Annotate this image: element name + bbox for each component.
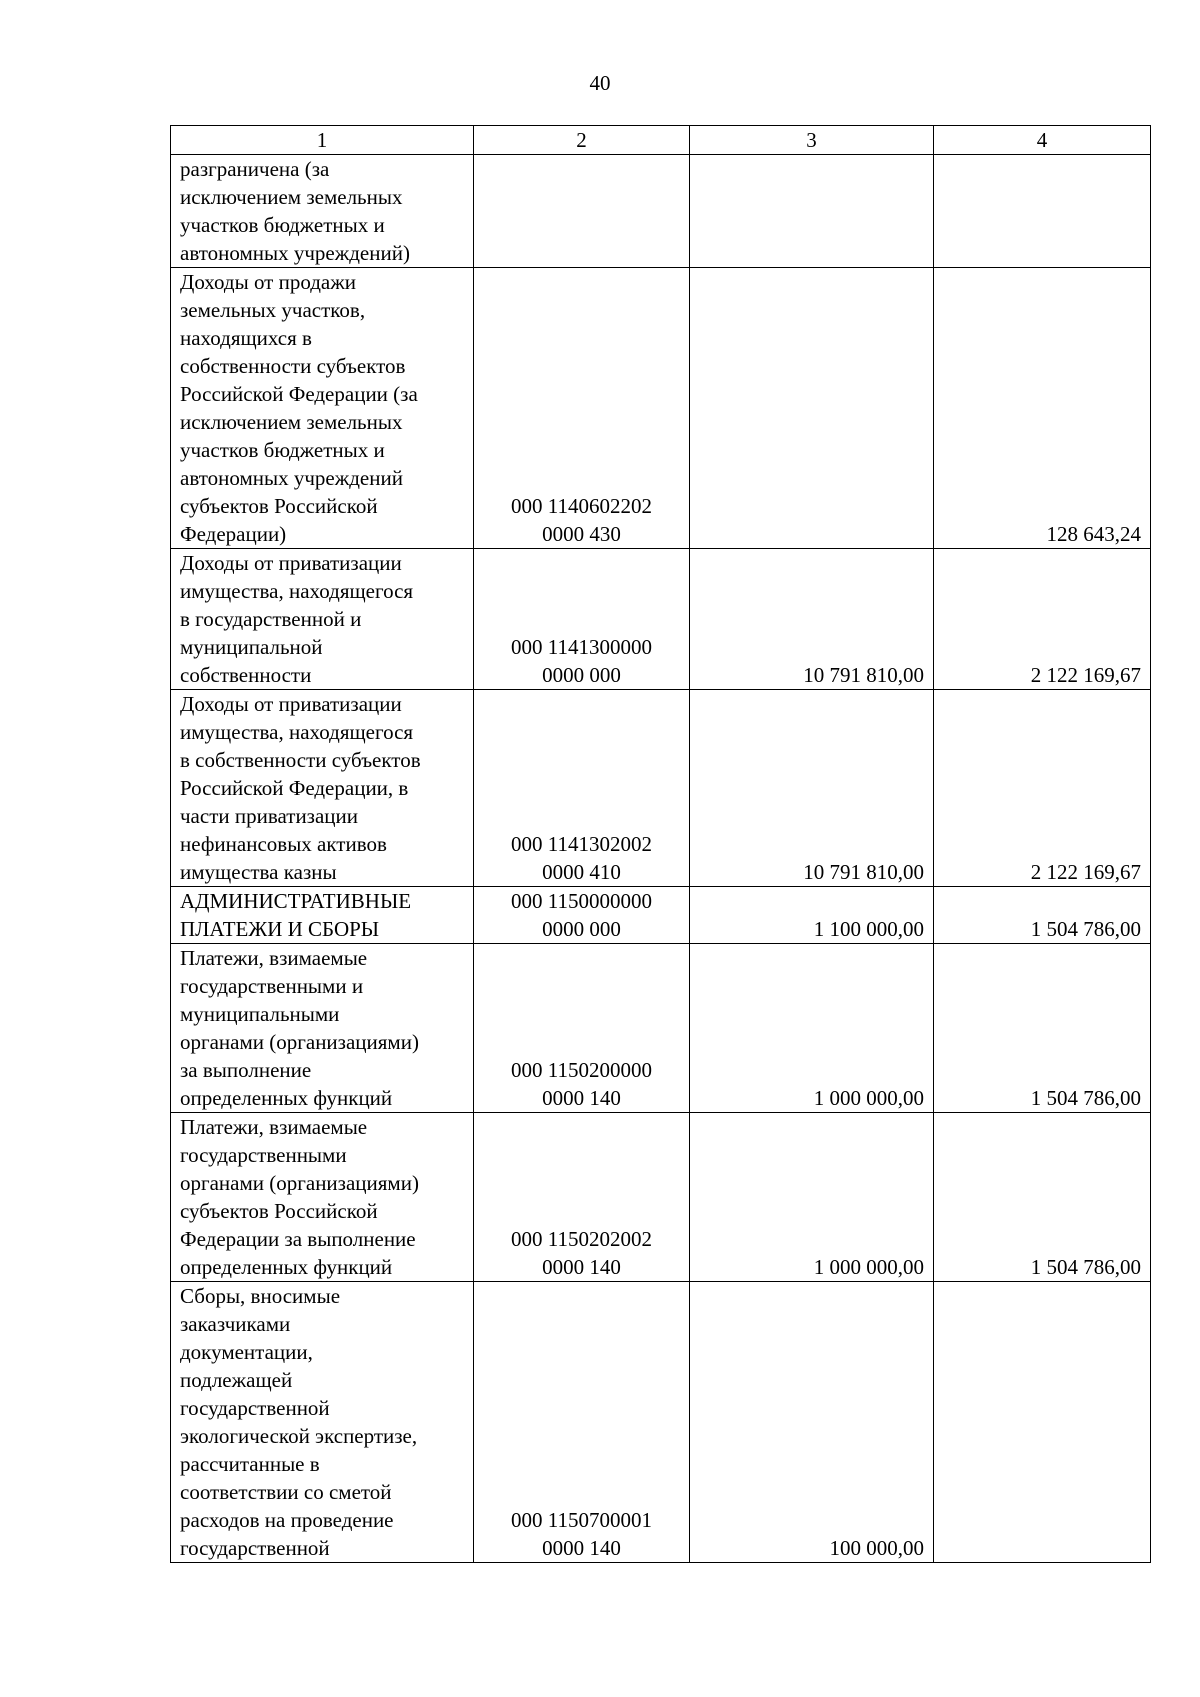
income-name-line: заказчиками bbox=[180, 1312, 291, 1336]
budget-code-line: 000 1150202002 bbox=[511, 1227, 652, 1251]
income-name-line: находящихся в bbox=[180, 326, 312, 350]
income-name-line: органами (организациями) bbox=[180, 1171, 419, 1195]
table-row bbox=[171, 268, 1151, 549]
income-name-line: собственности субъектов bbox=[180, 354, 406, 378]
table-row bbox=[171, 155, 1151, 268]
income-name-cell bbox=[171, 944, 474, 1113]
income-name-line: органами (организациями) bbox=[180, 1030, 419, 1054]
actual-amount-cell: 2 122 169,67 bbox=[934, 549, 1151, 690]
income-name-cell bbox=[171, 1113, 474, 1282]
budget-code-cell bbox=[474, 944, 690, 1113]
budget-code-line: 0000 140 bbox=[542, 1536, 621, 1560]
income-name-line: Доходы от приватизации bbox=[180, 551, 402, 575]
budget-code-cell bbox=[474, 155, 690, 268]
income-name-line: земельных участков, bbox=[180, 298, 366, 322]
table-header-row bbox=[171, 126, 1151, 155]
income-name-line: субъектов Российской bbox=[180, 1199, 378, 1223]
income-name-line: субъектов Российской bbox=[180, 494, 378, 518]
income-name-line: участков бюджетных и bbox=[180, 438, 385, 462]
income-name-cell bbox=[171, 887, 474, 944]
income-name-line: Российской Федерации (за bbox=[180, 382, 418, 406]
planned-amount-cell: 100 000,00 bbox=[690, 1282, 934, 1563]
table-row bbox=[171, 944, 1151, 1113]
budget-code-cell bbox=[474, 1113, 690, 1282]
income-name-line: в собственности субъектов bbox=[180, 748, 421, 772]
budget-code-line: 000 1150000000 bbox=[511, 889, 652, 913]
income-name-line: имущества казны bbox=[180, 860, 337, 884]
budget-code-line: 000 1141300000 bbox=[511, 635, 652, 659]
budget-code-line: 0000 140 bbox=[542, 1255, 621, 1279]
budget-code-cell bbox=[474, 549, 690, 690]
budget-code-line: 000 1150200000 bbox=[511, 1058, 652, 1082]
actual-amount-cell bbox=[934, 155, 1151, 268]
budget-code-cell bbox=[474, 887, 690, 944]
actual-amount-cell: 128 643,24 bbox=[934, 268, 1151, 549]
income-name-line: Платежи, взимаемые bbox=[180, 946, 368, 970]
column-header-1: 1 bbox=[171, 126, 474, 155]
income-name-line: автономных учреждений bbox=[180, 466, 403, 490]
income-name-line: исключением земельных bbox=[180, 410, 403, 434]
planned-amount-cell bbox=[690, 155, 934, 268]
budget-code-line: 0000 000 bbox=[542, 917, 621, 941]
actual-amount-cell: 2 122 169,67 bbox=[934, 690, 1151, 887]
budget-code-cell bbox=[474, 268, 690, 549]
income-name-cell bbox=[171, 549, 474, 690]
income-name-line: экологической экспертизе, bbox=[180, 1424, 418, 1448]
income-name-line: государственными и bbox=[180, 974, 364, 998]
income-name-line: Российской Федерации, в bbox=[180, 776, 409, 800]
revenue-table bbox=[170, 125, 1151, 1563]
actual-amount-cell bbox=[934, 1282, 1151, 1563]
income-name-line: собственности bbox=[180, 663, 312, 687]
budget-code-line: 0000 000 bbox=[542, 663, 621, 687]
income-name-line: Федерации) bbox=[180, 522, 287, 546]
income-name-line: нефинансовых активов bbox=[180, 832, 387, 856]
page-number: 40 bbox=[589, 71, 611, 95]
income-name-line: муниципальными bbox=[180, 1002, 340, 1026]
income-name-line: определенных функций bbox=[180, 1255, 393, 1279]
budget-code-line: 0000 140 bbox=[542, 1086, 621, 1110]
budget-code-line: 000 1140602202 bbox=[511, 494, 652, 518]
income-name-line: муниципальной bbox=[180, 635, 323, 659]
income-name-line: соответствии со сметой bbox=[180, 1480, 392, 1504]
income-name-cell bbox=[171, 268, 474, 549]
table-row bbox=[171, 1282, 1151, 1563]
table-row bbox=[171, 549, 1151, 690]
income-name-line: Федерации за выполнение bbox=[180, 1227, 416, 1251]
planned-amount-cell: 1 000 000,00 bbox=[690, 944, 934, 1113]
income-name-line: ПЛАТЕЖИ И СБОРЫ bbox=[180, 917, 380, 941]
income-name-line: подлежащей bbox=[180, 1368, 293, 1392]
income-name-line: рассчитанные в bbox=[180, 1452, 320, 1476]
income-name-line: автономных учреждений) bbox=[180, 241, 410, 265]
planned-amount-cell bbox=[690, 268, 934, 549]
income-name-line: Доходы от приватизации bbox=[180, 692, 402, 716]
income-name-line: исключением земельных bbox=[180, 185, 403, 209]
income-name-line: Сборы, вносимые bbox=[180, 1284, 341, 1308]
budget-code-line: 0000 410 bbox=[542, 860, 621, 884]
income-name-line: государственной bbox=[180, 1396, 330, 1420]
column-header-4: 4 bbox=[934, 126, 1151, 155]
planned-amount-cell: 1 100 000,00 bbox=[690, 887, 934, 944]
budget-code-cell bbox=[474, 690, 690, 887]
column-header-3: 3 bbox=[690, 126, 934, 155]
planned-amount-cell: 10 791 810,00 bbox=[690, 690, 934, 887]
column-header-2: 2 bbox=[474, 126, 690, 155]
actual-amount-cell: 1 504 786,00 bbox=[934, 887, 1151, 944]
income-name-line: Доходы от продажи bbox=[180, 270, 356, 294]
income-name-line: разграничена (за bbox=[180, 157, 330, 181]
income-name-cell bbox=[171, 690, 474, 887]
income-name-line: Платежи, взимаемые bbox=[180, 1115, 368, 1139]
table-row bbox=[171, 690, 1151, 887]
income-name-line: АДМИНИСТРАТИВНЫЕ bbox=[180, 889, 412, 913]
actual-amount-cell: 1 504 786,00 bbox=[934, 944, 1151, 1113]
income-name-line: части приватизации bbox=[180, 804, 359, 828]
income-name-line: имущества, находящегося bbox=[180, 579, 414, 603]
income-name-line: в государственной и bbox=[180, 607, 362, 631]
planned-amount-cell: 10 791 810,00 bbox=[690, 549, 934, 690]
income-name-line: расходов на проведение bbox=[180, 1508, 394, 1532]
budget-code-line: 0000 430 bbox=[542, 522, 621, 546]
table-row bbox=[171, 1113, 1151, 1282]
income-name-line: государственной bbox=[180, 1536, 330, 1560]
budget-code-line: 000 1150700001 bbox=[511, 1508, 652, 1532]
income-name-line: определенных функций bbox=[180, 1086, 393, 1110]
income-name-line: участков бюджетных и bbox=[180, 213, 385, 237]
income-name-line: государственными bbox=[180, 1143, 347, 1167]
income-name-line: за выполнение bbox=[180, 1058, 312, 1082]
table-body bbox=[171, 155, 1151, 1563]
income-name-line: документации, bbox=[180, 1340, 313, 1364]
income-name-cell bbox=[171, 1282, 474, 1563]
income-name-cell bbox=[171, 155, 474, 268]
income-name-line: имущества, находящегося bbox=[180, 720, 414, 744]
budget-code-line: 000 1141302002 bbox=[511, 832, 652, 856]
actual-amount-cell: 1 504 786,00 bbox=[934, 1113, 1151, 1282]
planned-amount-cell: 1 000 000,00 bbox=[690, 1113, 934, 1282]
table-row bbox=[171, 887, 1151, 944]
budget-code-cell bbox=[474, 1282, 690, 1563]
